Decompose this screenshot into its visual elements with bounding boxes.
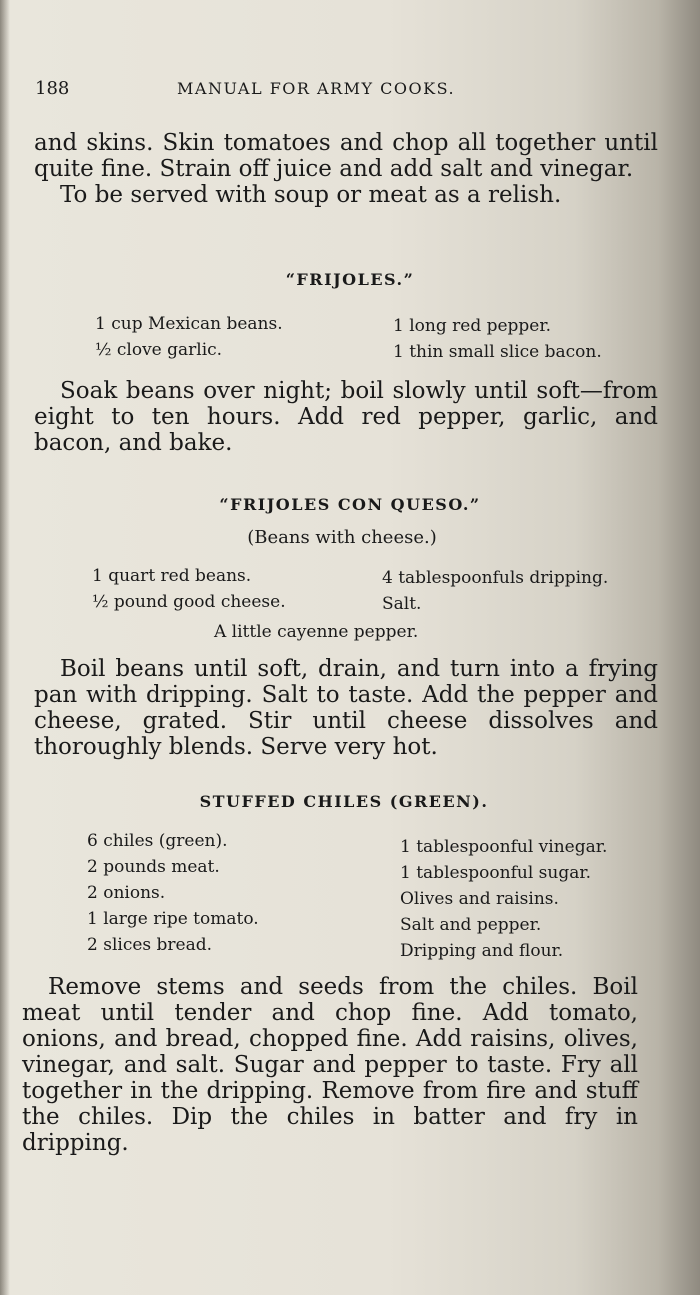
ingredient-item: Salt and pepper.: [400, 915, 542, 935]
ingredient-item: 1 cup Mexican beans.: [95, 314, 283, 334]
ingredient-item: 4 tablespoonfuls dripping.: [382, 568, 609, 588]
ingredient-item: 1 long red pepper.: [393, 316, 552, 336]
intro-paragraph: and skins. Skin tomatoes and chop all together until quite fine. Strain off juice and add salt and vinegar.: [34, 130, 658, 182]
chiles-ingredients-left: [87, 828, 259, 958]
ingredient-item: 1 tablespoonful sugar.: [400, 863, 592, 883]
ingredient-item: Dripping and flour.: [400, 941, 564, 961]
frijoles-ingredients-right: [393, 313, 602, 365]
queso-directions-section: [34, 656, 658, 760]
ingredient-item: 2 onions.: [87, 883, 166, 903]
queso-directions: Boil beans until soft, drain, and turn into a frying pan with dripping. Salt to taste. Add the pepper and cheese, grated. Stir until cheese dissolves and thoroughly blends. Serve very hot.: [34, 656, 658, 760]
intro-note: To be served with soup or meat as a relish.: [60, 182, 562, 208]
chiles-directions: Remove stems and seeds from the chiles. Boil meat until tender and chop fine. Add tomato, onions, and bread, chopped fine. Add raisins, olives, vinegar, and salt. Sugar and pepper to taste. Fry all together in the dripping. Remove from fire and stuff the chiles. Dip the chiles in batter and fry in dripping.: [22, 974, 638, 1156]
recipe-title-frijoles: “FRIJOLES.”: [285, 270, 415, 289]
recipe-subtitle: (Beans with cheese.): [247, 527, 437, 548]
recipe-title-frijoles-con-queso: “FRIJOLES CON QUESO.”: [219, 495, 481, 514]
ingredient-item: 2 pounds meat.: [87, 857, 220, 877]
ingredient-item: ½ clove garlic.: [95, 340, 223, 360]
ingredient-item: 2 slices bread.: [87, 935, 213, 955]
frijoles-directions-section: [34, 378, 658, 456]
frijoles-directions: Soak beans over night; boil slowly until soft—from eight to ten hours. Add red pepper, garlic, and bacon, and bake.: [34, 378, 658, 456]
frijoles-ingredients-left: [95, 311, 283, 363]
ingredient-item: 1 large ripe tomato.: [87, 909, 259, 929]
queso-ingredient-center: A little cayenne pepper.: [214, 622, 419, 642]
ingredient-item: Salt.: [382, 594, 422, 614]
queso-ingredients-right: [382, 565, 608, 617]
ingredient-item: 1 quart red beans.: [92, 566, 252, 586]
ingredient-item: ½ pound good cheese.: [92, 592, 286, 612]
queso-ingredients-left: [92, 563, 286, 615]
page-number: 188: [35, 78, 70, 99]
running-head: MANUAL FOR ARMY COOKS.: [177, 79, 456, 98]
chiles-directions-section: [22, 974, 638, 1156]
recipe-title-stuffed-chiles: STUFFED CHILES (GREEN).: [199, 792, 489, 811]
page-header: [35, 78, 660, 104]
ingredient-item: 6 chiles (green).: [87, 831, 228, 851]
ingredient-item: Olives and raisins.: [400, 889, 559, 909]
chiles-ingredients-right: [400, 834, 607, 964]
ingredient-item: 1 tablespoonful vinegar.: [400, 837, 608, 857]
page-gutter-shadow: [0, 0, 10, 1295]
intro-section: [34, 130, 658, 208]
ingredient-item: 1 thin small slice bacon.: [393, 342, 602, 362]
